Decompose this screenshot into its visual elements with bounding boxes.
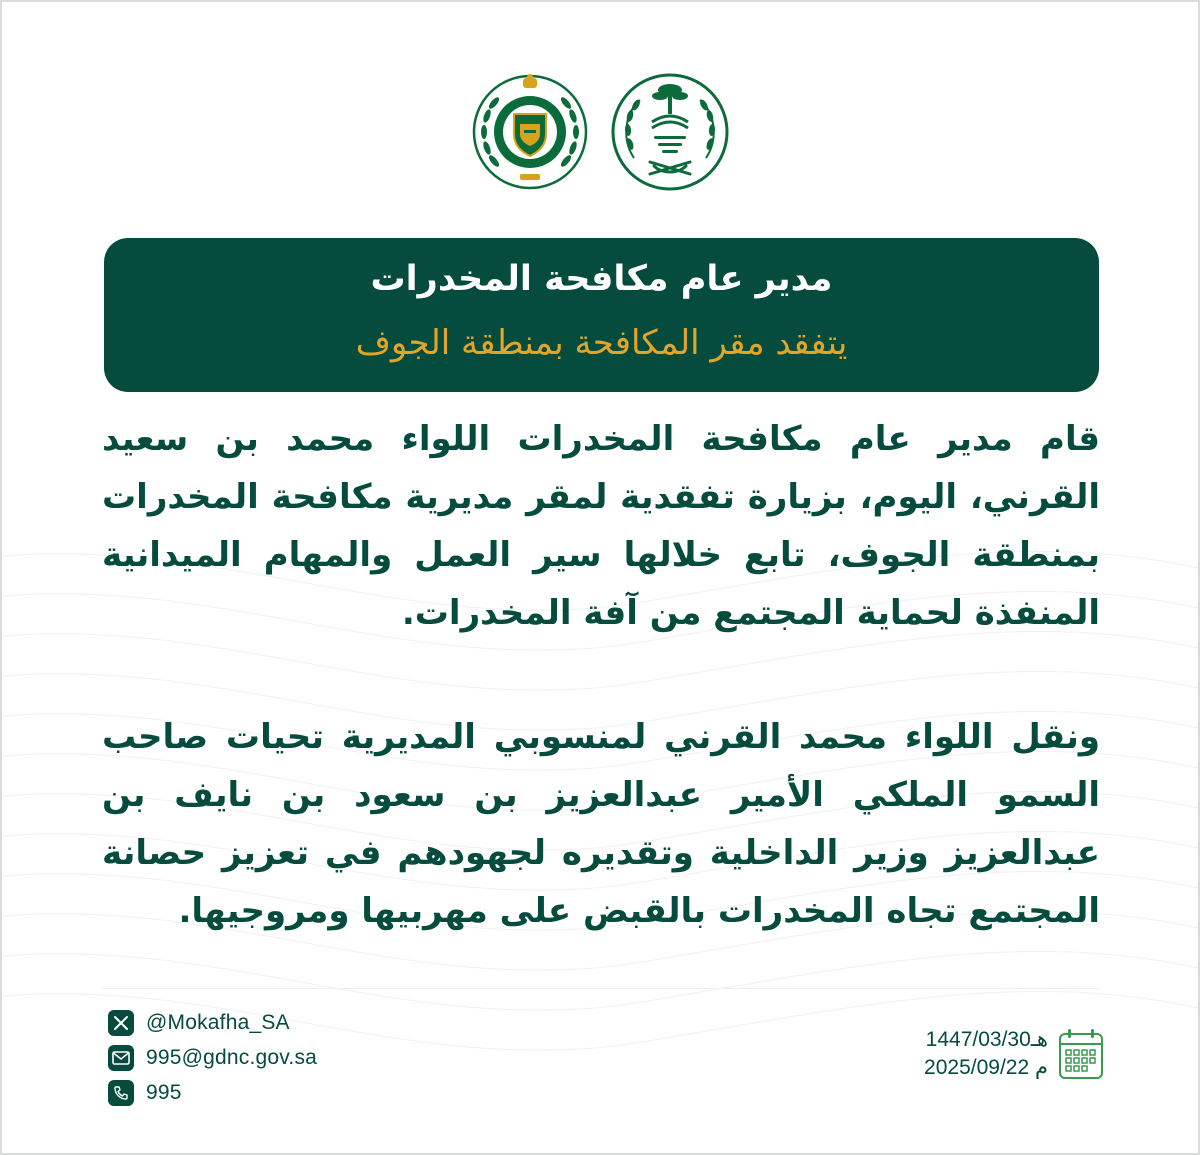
title-line-2: يتفقد مقر المكافحة بمنطقة الجوف bbox=[355, 323, 848, 363]
ministry-of-interior-emblem bbox=[608, 70, 732, 194]
x-handle[interactable]: @Mokafha_SA bbox=[146, 1011, 290, 1034]
phone-icon bbox=[108, 1080, 134, 1106]
title-banner bbox=[104, 238, 1099, 392]
contact-list bbox=[108, 1010, 408, 1115]
phone-number[interactable]: 995 bbox=[146, 1081, 182, 1104]
footer-divider bbox=[102, 988, 1100, 989]
x-icon bbox=[108, 1010, 134, 1036]
contact-x[interactable] bbox=[108, 1010, 408, 1036]
logos-row bbox=[2, 70, 1198, 194]
body-paragraph-1: قام مدير عام مكافحة المخدرات اللواء محمد بن سعيد القرني، اليوم، بزيارة تفقدية لمقر مديرية مكافحة المخدرات بمنطقة الجوف، تابع خلالها سير العمل والمهام الميدانية المنفذة لحماية المجتمع من آفة المخدرات. bbox=[102, 419, 1100, 633]
title-line-1: مدير عام مكافحة المخدرات bbox=[370, 259, 833, 299]
email-icon bbox=[108, 1045, 134, 1071]
gdnc-emblem bbox=[468, 70, 592, 194]
body-paragraph-2: ونقل اللواء محمد القرني لمنسوبي المديرية تحيات صاحب السمو الملكي الأمير عبدالعزيز بن سعود بن نايف بن عبدالعزيز وزير الداخلية وتقديره لجهودهم في تعزيز حصانة المجتمع تجاه المخدرات بالقبض على مهربيها ومروجيها. bbox=[102, 717, 1100, 931]
email-address[interactable]: 995@gdnc.gov.sa bbox=[146, 1046, 318, 1069]
hijri-date: 1447/03/30هـ bbox=[925, 1028, 1048, 1051]
date-block bbox=[862, 1026, 1048, 1082]
gregorian-date: 2025/09/22 م bbox=[924, 1056, 1048, 1079]
contact-phone[interactable] bbox=[108, 1080, 408, 1106]
calendar-icon bbox=[1056, 1027, 1106, 1081]
contact-email[interactable] bbox=[108, 1045, 408, 1071]
